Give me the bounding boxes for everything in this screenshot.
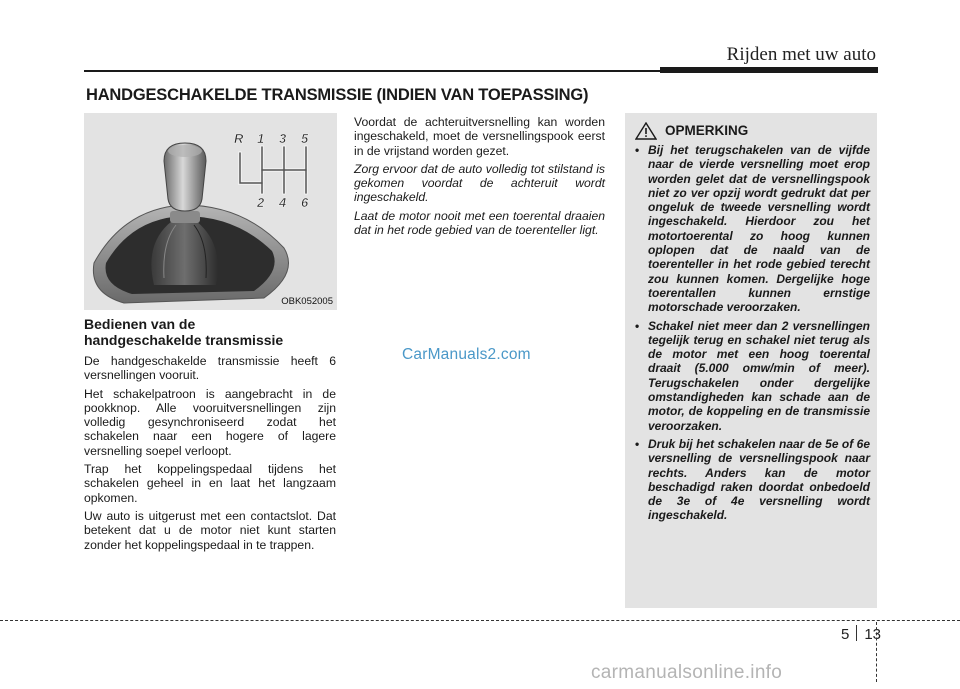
- paragraph: De handgeschakelde transmissie heeft 6 versnellingen vooruit.: [84, 354, 336, 383]
- gear-label-5: 5: [301, 131, 309, 146]
- paragraph: Uw auto is uitgerust met een contactslot. Dat betekent dat u de motor niet kunt starten zonder het koppelingspedaal in te trappen.: [84, 508, 336, 552]
- header-rule-thick: [660, 67, 878, 73]
- caution-item: [635, 437, 870, 523]
- caution-list: [635, 143, 870, 527]
- paragraph: Trap het koppelingspedaal tijdens het schakelen geheel in en laat het langzaam opkomen.: [84, 462, 336, 505]
- section-title: HANDGESCHAKELDE TRANSMISSIE (INDIEN VAN TOEPASSING): [86, 86, 589, 104]
- caution-item-text: Schakel niet meer dan 2 versnellingen tegelijk terug en schakel niet terug als de motor met een hoog toerental draait (5.000 omw/min of meer). Terugschakelen onder dergelijke omstandigheden kan schade aan de motor, de koppeling en de transmissie veroorzaken.: [648, 318, 870, 433]
- bullet-icon: •: [635, 318, 640, 333]
- subheading-line-2: handgeschakelde transmissie: [84, 332, 284, 348]
- footer-site-link[interactable]: carmanualsonline.info: [591, 662, 783, 683]
- footer-rule: [0, 620, 960, 621]
- gear-shifter-figure: [84, 113, 337, 310]
- caution-item-text: Bij het terugschakelen van de vijfde naar de vierde versnelling moet erop worden gelet dat de versnellingspook niet zo ver opzij wordt gedrukt dat per ongeluk de tweede versnelling wordt ingeschakeld. Hierdoor zou het motortoerental zo hoog kunnen oplopen dat de naald van de toerenteller in het rode gebied terecht zou kunnen komen. Dergelijke hoge toerentallen kunnen ernstige motorschade veroorzaken.: [648, 143, 870, 315]
- page-number-value: 13: [864, 626, 882, 643]
- footer-vertical-rule: [876, 622, 877, 682]
- paragraph: Voordat de achteruitversnelling kan worden ingeschakeld, moet de versnellingspook eerst in de vrijstand worden gezet.: [354, 115, 605, 158]
- paragraph: Het schakelpatroon is aangebracht in de pookknop. Alle vooruitversnellingen zijn volledig gesynchroniseerd zodat het schakelen naar een hogere of lagere versnelling soepel verloopt.: [84, 386, 336, 458]
- bullet-icon: •: [635, 143, 640, 157]
- gear-label-3: 3: [279, 131, 287, 146]
- chapter-title: Rijden met uw auto: [726, 44, 876, 65]
- subheading-line-1: Bedienen van de: [84, 316, 196, 332]
- caution-box: [625, 113, 877, 608]
- caution-item-text: Druk bij het schakelen naar de 5e of 6e versnelling de versnellingspook naar rechts. Anders kan de motor beschadigd raken doordat onbedoeld de 3e of 4e versnelling wordt ingeschakeld.: [648, 436, 870, 523]
- gear-shifter-illustration: [84, 113, 337, 310]
- watermark-link[interactable]: CarManuals2.com: [402, 346, 531, 363]
- caution-item: [635, 319, 870, 433]
- caution-item: [635, 143, 870, 315]
- italic-paragraph: Laat de motor nooit met een toerental draaien dat in het rode gebied van de toerenteller ligt.: [354, 208, 605, 238]
- gear-label-reverse: R: [234, 131, 244, 146]
- gear-label-2: 2: [257, 195, 265, 210]
- subheading: [84, 316, 336, 348]
- warning-triangle-icon: [635, 122, 657, 140]
- figure-code: OBK052005: [281, 296, 333, 307]
- bullet-icon: •: [635, 436, 640, 451]
- chapter-number: 5: [841, 626, 850, 643]
- gear-label-6: 6: [301, 195, 309, 210]
- gear-label-1: 1: [257, 131, 265, 146]
- caution-title: OPMERKING: [665, 123, 749, 138]
- italic-paragraph: Zorg ervoor dat de auto volledig tot stilstand is gekomen voordat de achteruit wordt ingeschakeld.: [354, 161, 605, 205]
- page-number-separator: [856, 625, 857, 641]
- column-middle: [354, 115, 605, 241]
- gear-label-4: 4: [279, 195, 287, 210]
- column-left: [84, 316, 336, 556]
